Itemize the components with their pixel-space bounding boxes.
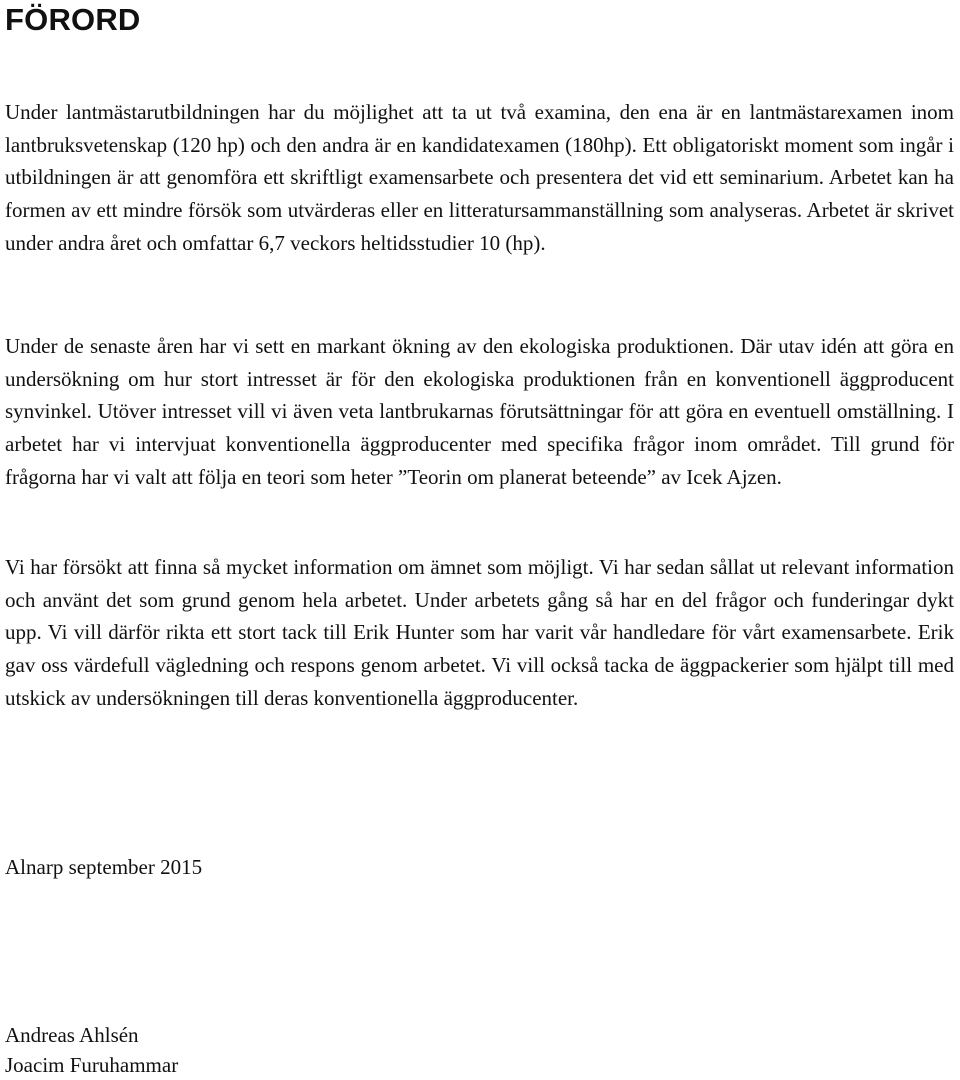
author-name: Andreas Ahlsén [5,1023,139,1047]
page-title: FÖRORD [5,2,141,37]
paragraph-background: Under de senaste åren har vi sett en markant ökning av den ekologiska produktionen. Där utav idén att göra en undersökning om hur stort intresset är för den ekologiska produktionen från en konventionell äggproducent synvinkel. Utöver intresset vill vi även veta lantbrukarnas förutsättningar för att göra en eventuell omställning. I arbetet har vi intervjuat konventionella äggproducenter med specifika frågor inom området. Till grund för frågorna har vi valt att följa en teori som heter ”Teorin om planerat beteende” av Icek Ajzen. [5,334,954,489]
place-and-date: Alnarp september 2015 [5,855,203,879]
paragraph-acknowledgements: Vi har försökt att finna så mycket information om ämnet som möjligt. Vi har sedan sållat ut relevant information och använt det som grund genom hela arbetet. Under arbetets gång så har en del frågor och funderingar dykt upp. Vi vill därför rikta ett stort tack till Erik Hunter som har varit vår handledare för vårt examensarbete. Erik gav oss värdefull vägledning och respons genom arbetet. Vi vill också tacka de äggpackerier som hjälpt till med utskick av undersökningen till deras konventionella äggproducenter. [5,555,954,710]
author-name: Joacim Furuhammar [5,1053,179,1077]
paragraph-education: Under lantmästarutbildningen har du möjlighet att ta ut två examina, den ena är en lantmästarexamen inom lantbruksvetenskap (120 hp) och den andra är en kandidatexamen (180hp). Ett obligatoriskt moment som ingår i utbildningen är att genomföra ett skriftligt examensarbete och presentera det vid ett seminarium. Arbetet kan ha formen av ett mindre försök som utvärderas eller en litteratursammanställning som analyseras. Arbetet är skrivet under andra året och omfattar 6,7 veckors heltidsstudier 10 (hp). [5,100,954,255]
